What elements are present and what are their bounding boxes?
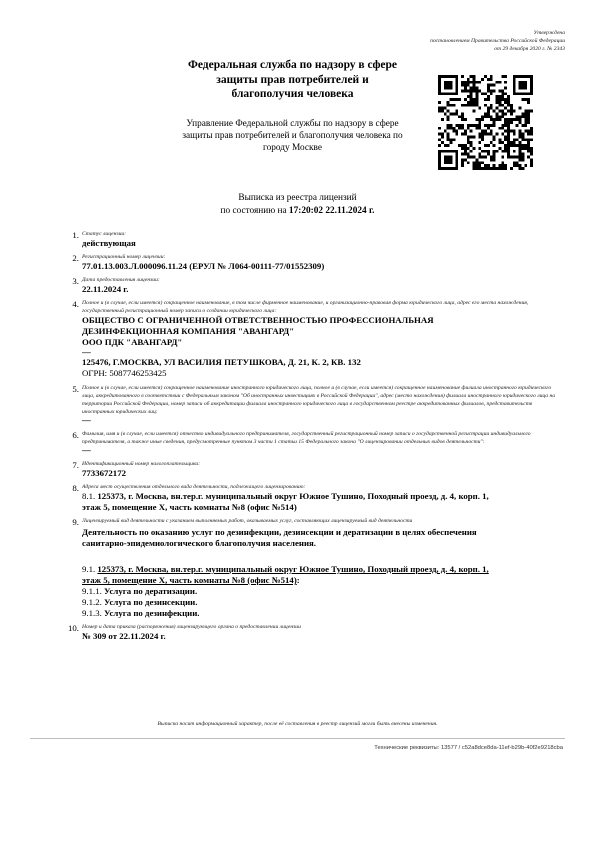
service-item [82,597,560,608]
service-prefix: 9.1.2. [82,597,104,607]
place-prefix: 9.1. [82,564,98,574]
field-reg-number [30,253,560,272]
activity-line-1: Деятельность по оказанию услуг по дезинфекции, дезинсекции и дератизации в целях обеспечения [82,527,477,537]
address-text-1: 125373, г. Москва, вн.тер.г. муниципальный округ Южное Тушино, Походный проезд, д. 4, корп. 1, [97,491,489,501]
field-legal-entity [30,299,560,379]
foreign-entity-dash: — [82,415,91,425]
field-label: Лицензируемый вид деятельности с указанием выполняемых работ, оказываемых услуг, составляющих лицензируемый вид деятельности [82,518,413,524]
field-issue-date [30,276,560,295]
entity-name-line-2: ДЕЗИНФЕКЦИОННАЯ КОМПАНИЯ "АВАНГАРД" [82,326,295,336]
extract-date-prefix: по состоянию на [220,205,289,216]
field-label: Идентификационный номер налогоплательщика: [82,461,201,467]
extract-date-line [140,205,455,218]
extract-title: Выписка из реестра лицензий [238,193,357,203]
field-label: Статус лицензии: [82,231,127,237]
order-value: № 309 от 22.11.2024 г. [82,631,166,641]
entity-dash: — [82,347,91,357]
address-prefix: 8.1. [82,491,98,501]
field-number: 6. [72,430,79,440]
service-item [82,608,560,619]
field-number: 1. [72,230,79,240]
field-activity-address [30,483,560,513]
field-number: 9. [72,517,79,527]
entity-ogrn: ОГРН: 5087746253425 [82,368,167,378]
field-order [30,623,560,642]
place-address-1: 125373, г. Москва, вн.тер.г. муниципальный округ Южное Тушино, Походный проезд, д. 4, корп. 1, [97,564,489,574]
license-fields [30,230,560,642]
approval-line-1: Утверждена [533,30,565,36]
field-number: 7. [72,460,79,470]
field-label: Дата предоставления лицензии: [82,277,160,283]
field-label: Адреса мест осуществления отдельного вида деятельности, подлежащего лицензированию: [82,484,306,490]
entity-short-name: ООО ПДК "АВАНГАРД" [82,337,183,347]
field-label: Номер и дата приказа (распоряжения) лицензирующего органа о предоставлении лицензии [82,624,301,630]
field-label: Полное и (в случае, если имеется) сокращенное наименование иностранного юридического лица, полное и (в случае, если имеется) сокращенное наименование филиала иностранного юридического лица, аккредитованного в соответствии с Федеральным законом "Об иностранных инвестициях в Российской Федерации", адрес (место нахождения) филиала иностранного юридического лица на территории Российской Федерации, номер записи об аккредитации филиала иностранного юридического лица в государственном реестре аккредитованных филиалов, представительств иностранных юридических лиц: [82,385,556,415]
footer-note: Выписка носит информационный характер, после её составления в реестр лицензий могли быть внесены изменения. [157,721,438,727]
field-label: Полное и (в случае, если имеется) сокращенное наименование, в том числе фирменное наименование, и организационно-правовая форма юридического лица, адрес его места нахождения, государственный регистрационный номер записи о создании юридического лица: [82,300,529,314]
field-number: 5. [72,384,79,394]
qr-code-icon [438,75,533,170]
entity-address: 125476, Г.МОСКВА, УЛ ВАСИЛИЯ ПЕТУШКОВА, Д. 21, К. 2, КВ. 132 [82,357,361,367]
approval-line-2: постановлением Правительства Российской Федерации [430,38,565,44]
service-item [82,586,560,597]
license-status-value: действующая [82,238,136,248]
approval-line-3: от 29 декабря 2020 г. № 2343 [494,46,565,52]
activity-line-2: санитарно-эпидемиологического благополучия населения. [82,538,316,548]
service-text: Услуга по дезинсекции. [104,597,198,607]
org-subtitle: Управление Федеральной службы по надзору в сфере защиты прав потребителей и благополучия человека по городу Москве [182,119,403,154]
field-label: Регистрационный номер лицензии: [82,254,166,260]
footer-divider [30,738,565,739]
service-prefix: 9.1.3. [82,608,104,618]
service-text: Услуга по дератизации. [104,586,198,596]
field-number: 10. [68,623,79,633]
field-number: 2. [72,253,79,263]
extract-datetime: 17:20:02 22.11.2024 г. [288,205,375,216]
entity-name-line-1: ОБЩЕСТВО С ОГРАНИЧЕННОЙ ОТВЕТСТВЕННОСТЬЮ ПРОФЕССИОНАЛЬНАЯ [82,315,434,325]
activity-place-line-2 [82,575,560,586]
technical-details: Технические реквизиты: 13577 / c52a8dce8da-11ef-b29b-40f2e9218cba [374,745,563,751]
field-licensed-activity [30,517,560,619]
field-label: Фамилия, имя и (в случае, если имеется) отчество индивидуального предпринимателя, государственный регистрационный номер записи о государственной регистрации индивидуального предпринимателя, а также иные сведения, предусмотренные пунктом 3 части 1 статьи 15 Федерального закона "О лицензировании отдельных видов деятельности": [82,431,531,445]
field-inn [30,460,560,479]
service-prefix: 9.1.1. [82,586,104,596]
issue-date-value: 22.11.2024 г. [82,284,129,294]
reg-number-value: 77.01.13.003.Л.000096.11.24 (ЕРУЛ № Л064-00111-77/01552309) [82,261,325,271]
place-colon: : [296,575,300,585]
approval-note [365,29,565,53]
field-number: 3. [72,276,79,286]
extract-header [140,192,455,217]
field-number: 4. [72,299,79,309]
field-foreign-entity [30,384,560,425]
individual-dash: — [82,445,91,455]
activity-place-line-1 [82,564,560,575]
activity-address-line-1 [82,491,560,502]
activity-address-line-2: этаж 5, помещение X, часть комнаты №8 (офис №514) [82,502,297,512]
org-title: Федеральная служба по надзору в сфере защиты прав потребителей и благополучия человека [187,59,398,100]
field-number: 8. [72,483,79,493]
place-address-2: этаж 5, помещение X, часть комнаты №8 (офис №514) [82,575,297,585]
service-text: Услуга по дезинфекции. [104,608,200,618]
field-status [30,230,560,249]
field-individual [30,430,560,455]
inn-value: 7733672172 [82,468,126,478]
